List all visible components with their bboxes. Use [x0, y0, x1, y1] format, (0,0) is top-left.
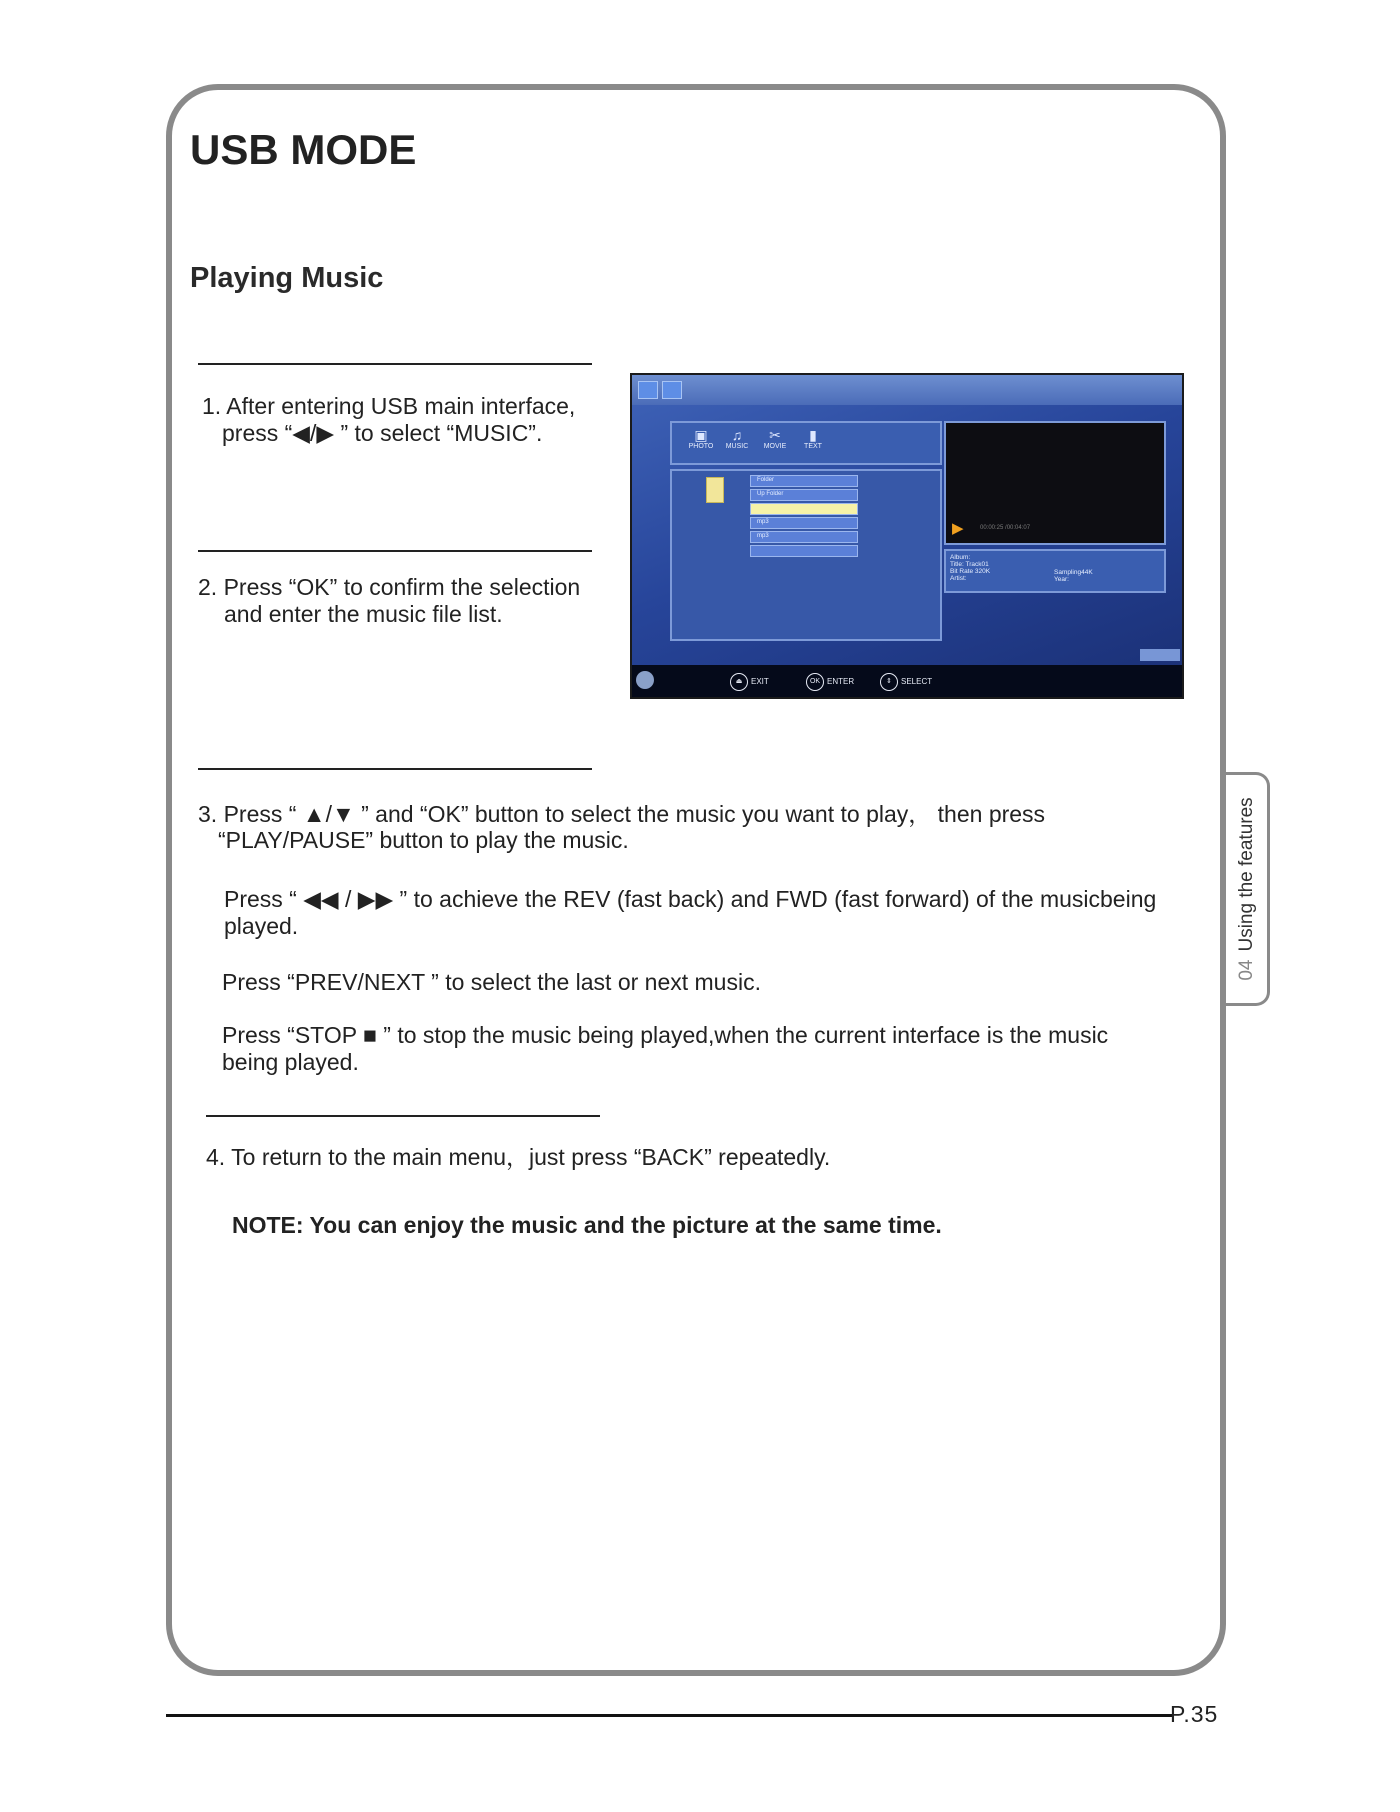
step-3-stop-line-1: Press “STOP ■ ” to stop the music being played,when the current interface is the music [222, 1022, 1109, 1048]
step-divider [206, 1115, 600, 1117]
hint-select: ⇕ SELECT [880, 673, 932, 691]
tv-track-info [944, 549, 1166, 593]
tv-page-indicator [1140, 649, 1180, 661]
play-icon: ▶ [952, 520, 964, 537]
step-3-prev-next: Press “PREV/NEXT ” to select the last or next music. [222, 969, 761, 995]
updown-icon: ⇕ [880, 673, 898, 691]
step-2-line-2: and enter the music file list. [224, 601, 503, 627]
step-divider [198, 550, 592, 552]
step-3-line-2: “PLAY/PAUSE” button to play the music. [218, 827, 629, 853]
step-divider [198, 768, 592, 770]
tv-hint-bar [632, 665, 1182, 697]
chapter-label: Using the features [1235, 797, 1257, 952]
text-icon: ▮ [809, 427, 817, 443]
step-1-line-2: press “◀/▶ ” to select “MUSIC”. [222, 420, 543, 446]
info-title: Title: Track01 [950, 561, 989, 568]
tv-preview-window [944, 421, 1166, 545]
section-title: Playing Music [190, 262, 384, 294]
tv-menu-photo[interactable]: ▣ PHOTO [682, 427, 720, 450]
list-item[interactable]: mp3 [750, 531, 858, 543]
info-sampling: Sampling44K [1054, 569, 1093, 576]
info-year: Year: [1054, 576, 1069, 583]
tv-screenshot [630, 373, 1184, 699]
step-2-line-1: 2. Press “OK” to confirm the selection [198, 574, 581, 600]
info-bitrate: Bit Rate 320K [950, 568, 991, 575]
step-4: 4. To return to the main menu，just press “BACK” repeatedly. [206, 1144, 831, 1170]
page-number: P.35 [1170, 1701, 1219, 1727]
step-3-rev-fwd-line-2: played. [224, 913, 299, 939]
tv-file-list [750, 475, 858, 559]
list-item[interactable]: Up Folder [750, 489, 858, 501]
ok-icon: OK [806, 673, 824, 691]
footer-rule [166, 1714, 1174, 1717]
exit-icon: ⏏ [730, 673, 748, 691]
music-icon: ♫ [731, 427, 743, 443]
movie-icon: ✂ [769, 427, 781, 443]
tv-menu-text[interactable]: ▮ TEXT [794, 427, 832, 450]
list-item-selected[interactable] [750, 503, 858, 515]
step-1-line-1: 1. After entering USB main interface, [202, 393, 576, 419]
step-3-rev-fwd-line-1: Press “ ◀◀ / ▶▶ ” to achieve the REV (fast back) and FWD (fast forward) of the musicbeing [224, 886, 1157, 912]
step-3-line-1: 3. Press “ ▲/▼ ” and “OK” button to select the music you want to play， then press [198, 801, 1046, 827]
list-item[interactable]: Folder [750, 475, 858, 487]
hint-enter: OK ENTER [806, 673, 854, 691]
page-border [166, 84, 1226, 1676]
step-3-stop-line-2: being played. [222, 1049, 359, 1075]
hint-exit: ⏏ EXIT [730, 673, 769, 691]
usb-icon [638, 381, 658, 399]
tv-media-menu [670, 421, 942, 465]
tv-menu-movie[interactable]: ✂ MOVIE [756, 427, 794, 450]
drive-icon [662, 381, 682, 399]
list-item[interactable] [750, 545, 858, 557]
photo-icon: ▣ [694, 427, 708, 443]
info-artist: Artist: [950, 575, 967, 582]
info-album: Album: [950, 554, 971, 561]
tv-play-time: 00:00:25 /00:04:07 [980, 525, 1031, 531]
tv-file-list-panel [670, 469, 942, 641]
page-title: USB MODE [190, 126, 417, 173]
tv-top-bar [632, 375, 1182, 405]
brand-logo-icon [636, 671, 654, 689]
tv-menu-music[interactable]: ♫ MUSIC [718, 427, 756, 450]
chapter-side-tab [1226, 772, 1270, 1006]
step-divider [198, 363, 592, 365]
folder-icon [706, 477, 724, 503]
note-text: NOTE: You can enjoy the music and the picture at the same time. [232, 1212, 942, 1238]
list-item[interactable]: mp3 [750, 517, 858, 529]
chapter-number: 04 [1235, 959, 1257, 981]
